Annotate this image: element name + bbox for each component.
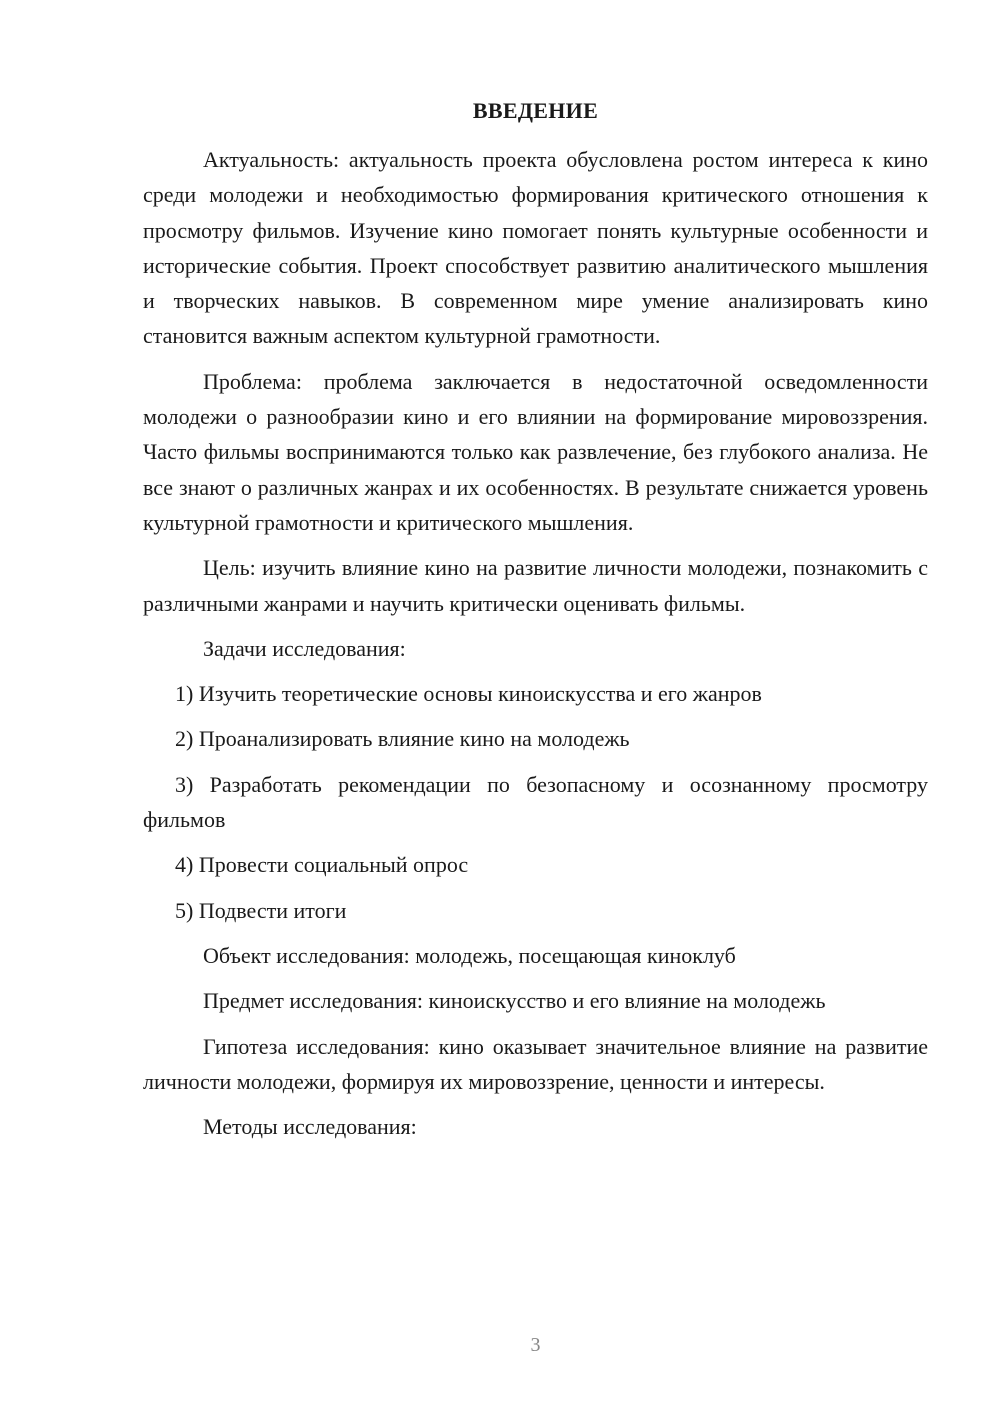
tasks-heading: Задачи исследования:	[203, 635, 406, 661]
page-title: ВВЕДЕНИЕ	[472, 98, 599, 123]
task-item: 1) Изучить теоретические основы киноискусства и его жанров	[175, 681, 762, 707]
document-body	[143, 142, 928, 1144]
relevance-paragraph: Актуальность: актуальность проекта обусловлена ростом интереса к кино среди молодежи и необходимостью формирования критического отношения к просмотру фильмов. Изучение кино помогает понять культурные особенности и исторические события. Проект способствует развитию аналитического мышления и творческих навыков. В современном мире умение анализировать кино становится важным аспектом культурной грамотности.	[143, 147, 928, 349]
goal-paragraph: Цель: изучить влияние кино на развитие личности молодежи, познакомить с различными жанрами и научить критически оценивать фильмы.	[143, 555, 928, 616]
task-item: 3) Разработать рекомендации по безопасному и осознанному просмотру фильмов	[143, 771, 928, 833]
research-methods: Методы исследования:	[203, 1114, 417, 1140]
page-number: 3	[530, 1334, 541, 1356]
research-subject: Предмет исследования: киноискусство и его влияние на молодежь	[203, 988, 826, 1014]
problem-paragraph: Проблема: проблема заключается в недостаточной осведомленности молодежи о разнообразии кино и его влиянии на формирование мировоззрения. Часто фильмы воспринимаются только как развлечение, без глубокого анализа. Не все знают о различных жанрах и их особенностях. В результате снижается уровень культурной грамотности и критического мышления.	[143, 368, 928, 535]
task-item: 2) Проанализировать влияние кино на молодежь	[175, 726, 630, 752]
research-object: Объект исследования: молодежь, посещающая киноклуб	[203, 942, 736, 968]
task-item: 5) Подвести итоги	[175, 897, 347, 923]
research-hypothesis: Гипотеза исследования: кино оказывает значительное влияние на развитие личности молодежи, формируя их мировоззрение, ценности и интересы.	[143, 1033, 928, 1094]
task-item: 4) Провести социальный опрос	[175, 852, 469, 878]
document-page	[143, 0, 928, 1414]
